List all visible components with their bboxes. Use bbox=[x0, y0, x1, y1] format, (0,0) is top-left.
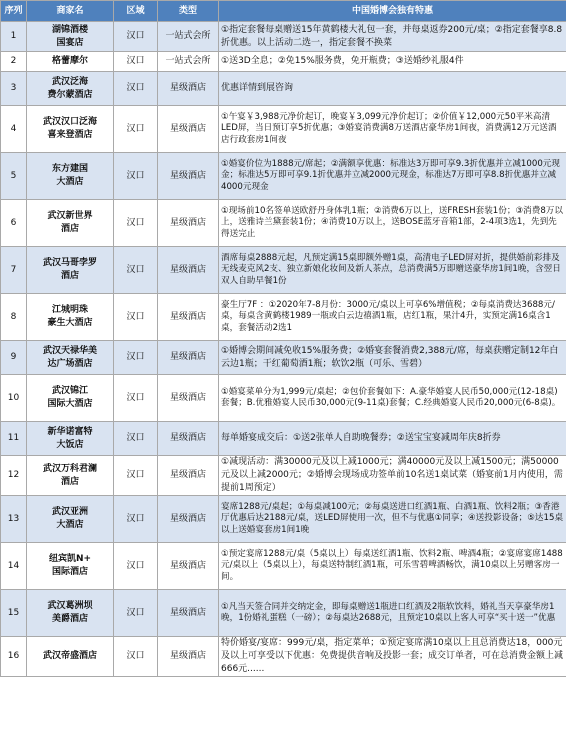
merchant-cell: 江城明珠 豪生大酒店 bbox=[27, 294, 114, 341]
merchant-cell: 武汉锦江 国际大酒店 bbox=[27, 375, 114, 422]
area-cell: 汉口 bbox=[114, 52, 158, 72]
area-cell: 汉口 bbox=[114, 200, 158, 247]
table-row bbox=[1, 200, 566, 247]
offer-cell: ①婚宴价位为1888元/席起；②满额享优惠：标准达3万即可享9.3折优惠并立减1000元现金；标准达5万即可享9.1折优惠并立减2000元现金，标准达7万即可享8.8折优惠并立减4000元现金 bbox=[219, 153, 566, 200]
merchant-cell: 武汉天禄华美 达广场酒店 bbox=[27, 341, 114, 375]
area-cell: 汉口 bbox=[114, 247, 158, 294]
type-cell: 星级酒店 bbox=[158, 72, 219, 106]
offer-cell: ①午宴￥3,988元净价起订，晚宴￥3,099元净价起订；②价值￥12,000元50平米高清LED屏，当日预订享5折优惠；③婚宴消费满8万送酒店豪华房1间夜，消费满12万元送酒店行政套房1间夜 bbox=[219, 106, 566, 153]
merchant-cell: 纽宾凯N+ 国际酒店 bbox=[27, 543, 114, 590]
type-cell: 星级酒店 bbox=[158, 422, 219, 456]
offer-cell: ①预定宴席1288元/桌（5桌以上）每桌送红酒1瓶、饮料2瓶、啤酒4瓶；②宴席宴席1488元/桌以上（5桌以上），每桌送特制红酒1瓶，可乐雪碧啤酒畅饮，满10桌以上另赠客房一间。 bbox=[219, 543, 566, 590]
area-cell: 汉口 bbox=[114, 294, 158, 341]
type-cell: 星级酒店 bbox=[158, 456, 219, 496]
merchant-cell: 武汉葛洲坝 美爵酒店 bbox=[27, 590, 114, 637]
type-cell: 一站式会所 bbox=[158, 52, 219, 72]
offer-cell: ①送3D全息；②免15%服务费，免开瓶费；③送婚纱礼服4件 bbox=[219, 52, 566, 72]
table-row bbox=[1, 496, 566, 543]
table-row bbox=[1, 375, 566, 422]
merchant-cell: 湖锦酒楼 国宴店 bbox=[27, 22, 114, 52]
area-cell: 汉口 bbox=[114, 637, 158, 677]
offer-cell: ①凡当天签合同并交纳定金，即每桌赠送1瓶进口红酒及2瓶软饮料，婚礼当天享豪华房1晚，1份婚礼蛋糕（一磅）；②每桌达2688元，且预定10桌以上客人可享“买十送一”优惠 bbox=[219, 590, 566, 637]
area-cell: 汉口 bbox=[114, 341, 158, 375]
offer-cell: ①减现活动：满30000元及以上减1000元；满40000元及以上减1500元；满50000元及以上减2000元；②婚博会现场成功签单前10名送1桌试菜（婚宴前1月内使用，需提前1周预定） bbox=[219, 456, 566, 496]
header-merchant: 商家名 bbox=[27, 1, 114, 22]
seq-cell: 11 bbox=[1, 422, 27, 456]
seq-cell: 6 bbox=[1, 200, 27, 247]
seq-cell: 10 bbox=[1, 375, 27, 422]
area-cell: 汉口 bbox=[114, 543, 158, 590]
header-area: 区域 bbox=[114, 1, 158, 22]
area-cell: 汉口 bbox=[114, 153, 158, 200]
table-row bbox=[1, 72, 566, 106]
offer-cell: ①婚博会期间减免收15%服务费；②婚宴套餐消费2,388元/席，每桌获赠定制12年白云边1瓶；干红葡萄酒1瓶；软饮2瓶（可乐、雪碧） bbox=[219, 341, 566, 375]
seq-cell: 2 bbox=[1, 52, 27, 72]
seq-cell: 9 bbox=[1, 341, 27, 375]
merchant-cell: 武汉马哥孛罗 酒店 bbox=[27, 247, 114, 294]
table-body bbox=[1, 22, 566, 677]
area-cell: 汉口 bbox=[114, 456, 158, 496]
merchant-cell: 武汉万科君澜 酒店 bbox=[27, 456, 114, 496]
area-cell: 汉口 bbox=[114, 106, 158, 153]
merchant-cell: 格蕾摩尔 bbox=[27, 52, 114, 72]
table-row bbox=[1, 247, 566, 294]
type-cell: 星级酒店 bbox=[158, 496, 219, 543]
type-cell: 星级酒店 bbox=[158, 341, 219, 375]
table-row bbox=[1, 422, 566, 456]
type-cell: 星级酒店 bbox=[158, 200, 219, 247]
merchant-cell: 武汉泛海 费尔蒙酒店 bbox=[27, 72, 114, 106]
offer-cell: 每单婚宴成交后：①送2张单人自助晚餐券；②送宝宝宴减周年庆8折券 bbox=[219, 422, 566, 456]
header-offer: 中国婚博会独有特惠 bbox=[219, 1, 566, 22]
table-row bbox=[1, 590, 566, 637]
table-row bbox=[1, 22, 566, 52]
seq-cell: 8 bbox=[1, 294, 27, 341]
offer-cell: 优惠详情到展咨询 bbox=[219, 72, 566, 106]
table-row bbox=[1, 52, 566, 72]
table-row bbox=[1, 543, 566, 590]
offer-cell: 豪生厅7F ：①2020年7-8月份：3000元/桌以上可享6%增值税；②每桌消费达3688元/桌，每桌含黄鹤楼1989一瓶或白云边禧酒1瓶，店红1瓶，果汁4升，实预定满16桌含1桌，套餐活动2选1 bbox=[219, 294, 566, 341]
type-cell: 星级酒店 bbox=[158, 247, 219, 294]
type-cell: 星级酒店 bbox=[158, 106, 219, 153]
table-row bbox=[1, 106, 566, 153]
offer-cell: 酒席每桌2888元起，凡预定满15桌即额外赠1桌，高清电子LED屏对折，提供婚前彩排及无线麦克风2支、独立新娘化妆间及新人茶点，总消费满5万即赠送豪华房1间1晚，含翌日双人自助早餐1份 bbox=[219, 247, 566, 294]
seq-cell: 16 bbox=[1, 637, 27, 677]
seq-cell: 14 bbox=[1, 543, 27, 590]
offer-cell: ①婚宴菜单分为1,999元/桌起；②包价套餐如下：A.豪华婚宴人民币50,000元(12-18桌)套餐；B.优雅婚宴人民币30,000元(9-11桌)套餐；C.经典婚宴人民币20,000元(6-8桌)。 bbox=[219, 375, 566, 422]
seq-cell: 3 bbox=[1, 72, 27, 106]
merchant-cell: 武汉新世界 酒店 bbox=[27, 200, 114, 247]
seq-cell: 5 bbox=[1, 153, 27, 200]
table-row bbox=[1, 637, 566, 677]
area-cell: 汉口 bbox=[114, 422, 158, 456]
header-row bbox=[1, 1, 566, 22]
seq-cell: 7 bbox=[1, 247, 27, 294]
header-seq: 序列 bbox=[1, 1, 27, 22]
area-cell: 汉口 bbox=[114, 375, 158, 422]
area-cell: 汉口 bbox=[114, 72, 158, 106]
table-row bbox=[1, 456, 566, 496]
table-row bbox=[1, 153, 566, 200]
merchant-cell: 武汉汉口泛海 喜来登酒店 bbox=[27, 106, 114, 153]
type-cell: 星级酒店 bbox=[158, 294, 219, 341]
seq-cell: 12 bbox=[1, 456, 27, 496]
type-cell: 星级酒店 bbox=[158, 375, 219, 422]
seq-cell: 4 bbox=[1, 106, 27, 153]
table-row bbox=[1, 341, 566, 375]
merchant-cell: 东方建国 大酒店 bbox=[27, 153, 114, 200]
type-cell: 星级酒店 bbox=[158, 637, 219, 677]
area-cell: 汉口 bbox=[114, 22, 158, 52]
type-cell: 一站式会所 bbox=[158, 22, 219, 52]
offer-cell: ①指定套餐每桌赠送15年黄鹤楼大礼包一套，并每桌返券200元/桌；②指定套餐享8.8折优惠。以上活动二选一，指定套餐不换菜 bbox=[219, 22, 566, 52]
area-cell: 汉口 bbox=[114, 590, 158, 637]
table-row bbox=[1, 294, 566, 341]
merchant-cell: 武汉帝盛酒店 bbox=[27, 637, 114, 677]
seq-cell: 1 bbox=[1, 22, 27, 52]
type-cell: 星级酒店 bbox=[158, 543, 219, 590]
offer-cell: 宴席1288元/桌起；①每桌减100元；②每桌送进口红酒1瓶、白酒1瓶、饮料2瓶；③香港厅优惠后达2188元/桌，送LED屏使用一次，但不与优惠①同享；④送投影设备；⑤达15桌以上送婚宴套房1间1晚 bbox=[219, 496, 566, 543]
type-cell: 星级酒店 bbox=[158, 590, 219, 637]
area-cell: 汉口 bbox=[114, 496, 158, 543]
offer-cell: ①现场前10名签单送欧舒丹身体乳1瓶；②消费6万以上，送FRESH套装1份；③消费8万以上，送雅诗兰黛套装1份；④消费10万以上，送BOSE蓝牙音箱1部，2-4项3选1，先到先得送完止 bbox=[219, 200, 566, 247]
offer-cell: 特价婚宴/宴席：999元/桌，指定菜单；①预定宴席满10桌以上且总消费达18，000元及以上可享受以下优惠：免费提供音响及投影一套；成交订单者，可在总消费金额上减666元...... bbox=[219, 637, 566, 677]
merchant-cell: 新华诺富特 大饭店 bbox=[27, 422, 114, 456]
seq-cell: 13 bbox=[1, 496, 27, 543]
header-type: 类型 bbox=[158, 1, 219, 22]
seq-cell: 15 bbox=[1, 590, 27, 637]
type-cell: 星级酒店 bbox=[158, 153, 219, 200]
merchant-cell: 武汉亚洲 大酒店 bbox=[27, 496, 114, 543]
